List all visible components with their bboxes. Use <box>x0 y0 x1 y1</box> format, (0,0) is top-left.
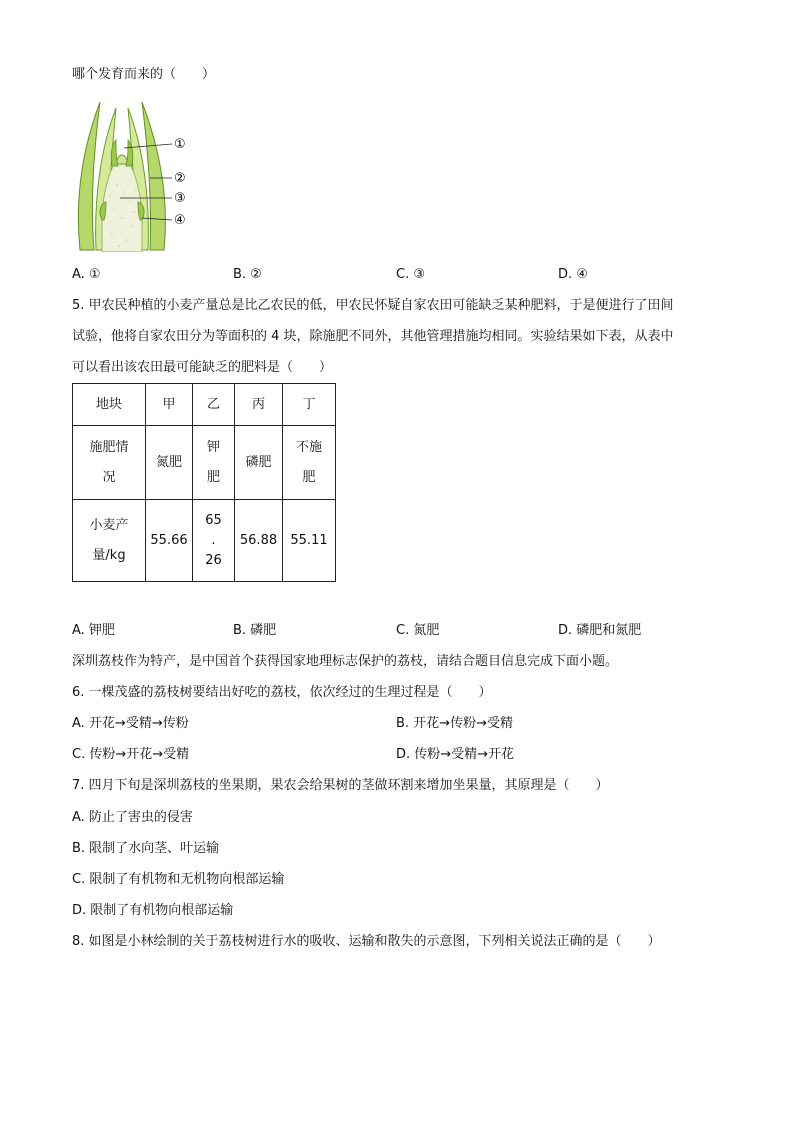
table-cell: 钾 肥 <box>193 426 235 500</box>
q6-stem: 6. 一棵茂盛的荔枝树要结出好吃的荔枝，依次经过的生理过程是（ ） <box>72 685 492 700</box>
q4-stem-tail: 哪个发育而来的（ ） <box>72 67 216 82</box>
q7-option-d[interactable]: D. 限制了有机物向根部运输 <box>72 903 234 918</box>
table-cell: 施肥情 况 <box>73 426 146 500</box>
q7-option-a[interactable]: A. 防止了害虫的侵害 <box>72 810 193 825</box>
q5-option-d[interactable]: D. 磷肥和氮肥 <box>558 623 642 638</box>
q6-option-b[interactable]: B. 开花→传粉→受精 <box>396 716 513 731</box>
bud-diagram <box>72 100 202 252</box>
table-cell: 小麦产 量/kg <box>73 500 146 582</box>
q8-stem: 8. 如图是小林绘制的关于荔枝树进行水的吸收、运输和散失的示意图，下列相关说法正确的是（ ） <box>72 934 661 949</box>
table-cell: 55.66 <box>146 500 193 582</box>
q4-option-d[interactable]: D. ④ <box>558 267 588 282</box>
label-2: ② <box>174 171 186 186</box>
table-header: 地块 <box>73 384 146 426</box>
label-1: ① <box>174 137 186 152</box>
q5-stem-line-2: 试验，他将自家农田分为等面积的 4 块，除施肥不同外，其他管理措施均相同。实验结果如下表，从表中 <box>72 329 674 344</box>
q4-option-a[interactable]: A. ① <box>72 267 101 282</box>
fertilizer-table <box>72 383 336 582</box>
q7-option-c[interactable]: C. 限制了有机物和无机物向根部运输 <box>72 872 285 887</box>
table-header: 丙 <box>235 384 283 426</box>
table-header: 丁 <box>283 384 336 426</box>
table-cell: 氮肥 <box>146 426 193 500</box>
table-header: 甲 <box>146 384 193 426</box>
q5-option-c[interactable]: C. 氮肥 <box>396 623 440 638</box>
table-cell: 56.88 <box>235 500 283 582</box>
table-cell: 不施 肥 <box>283 426 336 500</box>
q7-stem: 7. 四月下旬是深圳荔枝的坐果期，果农会给果树的茎做环割来增加坐果量，其原理是（ ） <box>72 778 609 793</box>
q5-option-b[interactable]: B. 磷肥 <box>233 623 277 638</box>
lychee-intro: 深圳荔枝作为特产，是中国首个获得国家地理标志保护的荔枝，请结合题目信息完成下面小题。 <box>72 654 619 669</box>
table-cell: 55.11 <box>283 500 336 582</box>
q5-stem-line-3: 可以看出该农田最可能缺乏的肥料是（ ） <box>72 360 333 375</box>
q5-stem-line-1: 5. 甲农民种植的小麦产量总是比乙农民的低，甲农民怀疑自家农田可能缺乏某种肥料，于是便进行了田间 <box>72 298 674 313</box>
q6-option-c[interactable]: C. 传粉→开花→受精 <box>72 747 190 762</box>
label-3: ③ <box>174 191 186 206</box>
q6-option-a[interactable]: A. 开花→受精→传粉 <box>72 716 189 731</box>
q6-option-d[interactable]: D. 传粉→受精→开花 <box>396 747 515 762</box>
q4-option-c[interactable]: C. ③ <box>396 267 425 282</box>
q7-option-b[interactable]: B. 限制了水向茎、叶运输 <box>72 841 220 856</box>
table-header: 乙 <box>193 384 235 426</box>
q4-option-b[interactable]: B. ② <box>233 267 262 282</box>
q5-option-a[interactable]: A. 钾肥 <box>72 623 115 638</box>
table-cell: 65 . 26 <box>193 500 235 582</box>
table-cell: 磷肥 <box>235 426 283 500</box>
label-4: ④ <box>174 213 186 228</box>
